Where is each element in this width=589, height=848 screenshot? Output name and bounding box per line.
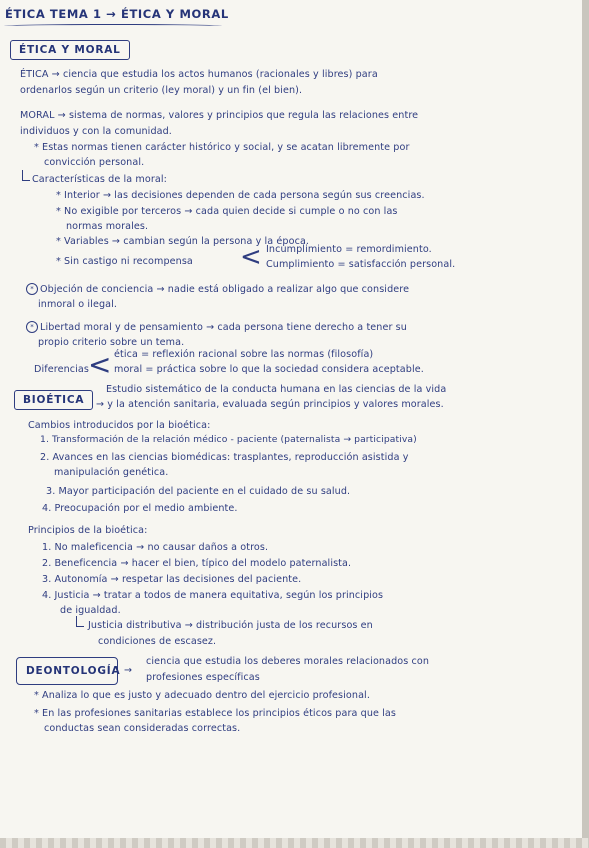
- principle-4-cont: de igualdad.: [60, 605, 121, 616]
- circled-libertad-cont: propio criterio sobre un tema.: [38, 337, 185, 348]
- characteristic-variables: * Variables → cambian según la persona y la época.: [56, 236, 310, 247]
- deontologia-note-2: * En las profesiones sanitarias establece los principios éticos para que las: [34, 708, 396, 719]
- bioetica-definition-line-2: → y la atención sanitaria, evaluada según principios y valores morales.: [96, 399, 444, 410]
- changes-heading: Cambios introducidos por la bioética:: [28, 420, 211, 431]
- left-brace-icon: <: [88, 348, 112, 381]
- sub-principle-justicia-distributiva: Justicia distributiva → distribución justa de los recursos en: [88, 620, 373, 631]
- diferencia-moral: moral = práctica sobre lo que la sociedad considera aceptable.: [114, 364, 424, 375]
- left-brace-icon: <: [240, 242, 262, 272]
- moral-note-line-1: * Estas normas tienen carácter histórico y social, y se acatan libremente por: [34, 142, 410, 153]
- deontologia-definition-line-2: profesiones específicas: [146, 672, 260, 683]
- change-item-4: 4. Preocupación por el medio ambiente.: [42, 503, 238, 514]
- principle-2: 2. Beneficencia → hacer el bien, típico del modelo paternalista.: [42, 558, 352, 569]
- brace-item-cumplimiento: Cumplimiento = satisfacción personal.: [266, 259, 456, 270]
- change-item-2: 2. Avances en las ciencias biomédicas: trasplantes, reproducción asistida y: [40, 452, 409, 463]
- sub-principle-justicia-distributiva-cont: condiciones de escasez.: [98, 636, 217, 647]
- tablecloth-strip: [0, 838, 589, 848]
- circled-objecion-cont: inmoral o ilegal.: [38, 299, 118, 310]
- principle-4: 4. Justicia → tratar a todos de manera equitativa, según los principios: [42, 590, 384, 601]
- deontologia-arrow: →: [124, 665, 133, 676]
- characteristics-heading: Características de la moral:: [32, 174, 167, 185]
- etica-definition-line-2: ordenarlos según un criterio (ley moral) y un fin (el bien).: [20, 85, 303, 96]
- deontologia-note-2-cont: conductas sean consideradas correctas.: [44, 723, 241, 734]
- circled-asterisk-icon: *: [26, 321, 38, 333]
- page-edge-shadow: [582, 0, 589, 848]
- bioetica-definition-line-1: Estudio sistemático de la conducta humana en las ciencias de la vida: [106, 384, 447, 395]
- corner-arrow-icon: [76, 616, 84, 627]
- deontologia-title: DEONTOLOGÍA: [26, 665, 121, 677]
- moral-note-line-2: convicción personal.: [44, 157, 145, 168]
- title-underline: [4, 24, 222, 28]
- moral-definition-line-1: MORAL → sistema de normas, valores y principios que regula las relaciones entre: [20, 110, 419, 121]
- brace-item-incumplimiento: Incumplimiento = remordimiento.: [266, 244, 432, 255]
- change-item-1: 1. Transformación de la relación médico - paciente (paternalista → participativa): [40, 434, 417, 445]
- principle-3: 3. Autonomía → respetar las decisiones del paciente.: [42, 574, 302, 585]
- etica-moral-box: ÉTICA Y MORAL: [10, 40, 130, 60]
- bioetica-box: BIOÉTICA: [14, 390, 93, 410]
- corner-arrow-icon: [22, 170, 30, 181]
- deontologia-note-1: * Analiza lo que es justo y adecuado dentro del ejercicio profesional.: [34, 690, 370, 701]
- circled-libertad: * Libertad moral y de pensamiento → cada persona tiene derecho a tener su: [26, 321, 407, 334]
- circled-asterisk-icon: *: [26, 283, 38, 295]
- characteristic-interior: * Interior → las decisiones dependen de cada persona según sus creencias.: [56, 190, 425, 201]
- characteristic-no-exigible: * No exigible por terceros → cada quien decide si cumple o no con las: [56, 206, 398, 217]
- principles-heading: Principios de la bioética:: [28, 525, 148, 536]
- diferencias-label: Diferencias: [34, 364, 89, 375]
- change-item-2-cont: manipulación genética.: [54, 467, 169, 478]
- characteristic-sin-castigo: * Sin castigo ni recompensa: [56, 256, 193, 267]
- change-item-3: 3. Mayor participación del paciente en el cuidado de su salud.: [46, 486, 351, 497]
- deontologia-definition-line-1: ciencia que estudia los deberes morales relacionados con: [146, 656, 430, 667]
- principle-1: 1. No maleficencia → no causar daños a otros.: [42, 542, 269, 553]
- circled-objecion: * Objeción de conciencia → nadie está obligado a realizar algo que considere: [26, 283, 409, 296]
- characteristic-no-exigible-cont: normas morales.: [66, 221, 149, 232]
- page-title: ÉTICA TEMA 1 → ÉTICA Y MORAL: [5, 7, 229, 21]
- diferencia-etica: ética = reflexión racional sobre las normas (filosofía): [114, 349, 374, 360]
- moral-definition-line-2: individuos y con la comunidad.: [20, 126, 172, 137]
- etica-definition-line-1: ÉTICA → ciencia que estudia los actos humanos (racionales y libres) para: [20, 69, 378, 80]
